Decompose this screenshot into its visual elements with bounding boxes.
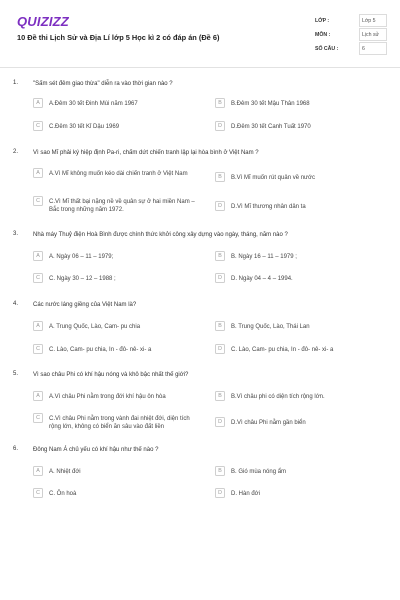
option-letter: A <box>33 251 43 261</box>
option-text: D.Đêm 30 tết Canh Tuất 1970 <box>231 123 311 130</box>
question-text: "Sấm sét đêm giao thừa" diễn ra vào thời gian nào ? <box>33 81 173 87</box>
option-letter: C <box>33 273 43 283</box>
worksheet-title: 10 Đề thi Lịch Sử và Địa Lí lớp 5 Học kì 2 có đáp án (Đề 6) <box>17 33 220 42</box>
meta-subject-label: MÔN : <box>315 32 331 38</box>
question-number: 5. <box>13 371 19 377</box>
option-text: B. Trung Quốc, Lào, Thái Lan <box>231 323 310 330</box>
option-text: C.Vì Mĩ thất bại nặng nề về quân sự ở hai miền Nam – Bắc trong những năm 1972. <box>49 198 195 213</box>
option-letter: B <box>215 98 225 108</box>
option-letter: C <box>33 488 43 498</box>
question-number: 3. <box>13 231 19 237</box>
option-text: C. Ngày 30 – 12 – 1988 ; <box>49 275 116 282</box>
question-text: Vì sao châu Phi có khí hậu nóng và khô bậc nhất thế giới? <box>33 372 189 378</box>
option-letter: D <box>215 273 225 283</box>
question-text: Vì sao Mĩ phải ký hiệp định Pa-ri, chấm dứt chiến tranh lập lại hòa bình ở Việt Nam ? <box>33 150 259 156</box>
option-letter: A <box>33 466 43 476</box>
question-number: 1. <box>13 80 19 86</box>
option-letter: D <box>215 488 225 498</box>
option-text: C.Vì châu Phi nằm trong vành đai nhiệt đới, diện tích rộng lớn, không có biển ăn sâu vào đất liền <box>49 415 190 430</box>
option-text: A. Trung Quốc, Lào, Cam- pu chia <box>49 323 141 330</box>
option-letter: C <box>33 196 43 206</box>
meta-subject-row <box>312 28 386 42</box>
option-letter: C <box>33 344 43 354</box>
quizizz-logo: QUIZIZZ <box>17 14 69 29</box>
option-letter: B <box>215 251 225 261</box>
option-text: D. Ngày 04 – 4 – 1994. <box>231 275 293 282</box>
option-letter: C <box>33 413 43 423</box>
option-text: A. Nhiệt đới <box>49 468 81 475</box>
question-text: Đông Nam Á chủ yếu có khí hậu như thế nào ? <box>33 447 159 453</box>
option-text: B.Vì Mĩ muốn rút quân về nước <box>231 174 315 181</box>
option-text: B. Ngày 16 – 11 – 1979 ; <box>231 253 297 260</box>
option-letter: D <box>215 201 225 211</box>
option-letter: B <box>215 321 225 331</box>
meta-class-row <box>312 14 386 28</box>
option-letter: D <box>215 417 225 427</box>
question-text: Các nước láng giềng của Việt Nam là? <box>33 302 137 308</box>
question-number: 4. <box>13 301 19 307</box>
meta-subject-value: Lịch sử <box>362 32 380 38</box>
option-text: B.Đêm 30 tết Mậu Thân 1968 <box>231 100 310 107</box>
option-text: D.Vì Mĩ thương nhân dân ta <box>231 203 306 210</box>
option-text: D.Vì châu Phi nằm gần biển <box>231 419 306 426</box>
option-letter: D <box>215 344 225 354</box>
option-text: B.Vì châu phi có diện tích rộng lớn. <box>231 393 325 400</box>
meta-class-label: LỚP : <box>315 18 330 24</box>
option-letter: B <box>215 466 225 476</box>
header-divider <box>0 67 400 68</box>
option-letter: A <box>33 168 43 178</box>
option-text: C. Lào, Cam- pu chia, In - đô- nê- xi- a <box>231 346 334 353</box>
meta-count-row <box>312 42 386 56</box>
meta-count-label: SỐ CÂU : <box>315 46 339 52</box>
option-text: A.Vì Mĩ không muốn kéo dài chiến tranh ở Việt Nam <box>49 170 188 177</box>
option-text: C.Đêm 30 tết Kỉ Dậu 1969 <box>49 123 120 130</box>
option-text: C. Ôn hoà <box>49 490 77 497</box>
meta-count-value: 6 <box>362 46 365 52</box>
question-number: 6. <box>13 446 19 452</box>
option-text: A.Vì châu Phi nằm trong đới khí hậu ôn hòa <box>49 393 166 400</box>
option-letter: D <box>215 121 225 131</box>
option-text: A.Đêm 30 tết Đinh Mùi năm 1967 <box>49 100 138 107</box>
option-letter: B <box>215 172 225 182</box>
question-text: Nhà máy Thuỷ điện Hoà Bình được chính thức khởi công xây dựng vào ngày, tháng, năm nào ? <box>33 232 288 238</box>
option-letter: A <box>33 98 43 108</box>
option-letter: A <box>33 391 43 401</box>
option-text: D. Hàn đới <box>231 490 260 497</box>
option-text: B. Gió mùa nóng ẩm <box>231 468 287 475</box>
question-number: 2. <box>13 149 19 155</box>
option-text: C. Lào, Cam- pu chia, In - đô- nê- xi- a <box>49 346 152 353</box>
option-letter: B <box>215 391 225 401</box>
option-text: A. Ngày 06 – 11 – 1979; <box>49 253 114 260</box>
option-letter: C <box>33 121 43 131</box>
option-letter: A <box>33 321 43 331</box>
meta-class-value: Lớp 5 <box>362 18 376 24</box>
